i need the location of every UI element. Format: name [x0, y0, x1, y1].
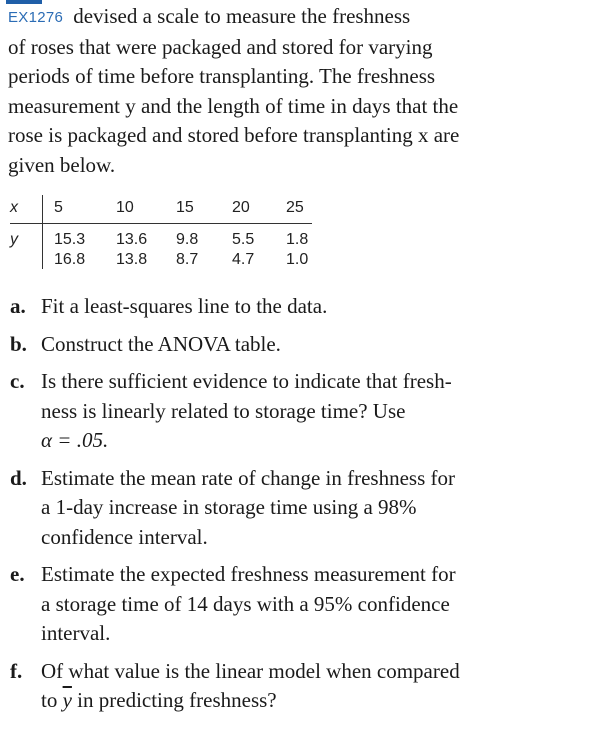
intro-line-4: measurement y and the length of time in days that the [8, 93, 459, 118]
y-bar-symbol: $\overline{y}$ [62, 688, 72, 712]
intro-line-2: of roses that were packaged and stored for varying [8, 34, 433, 59]
intro-line-1 [8, 2, 608, 33]
exercise-id: EX1276 [8, 9, 64, 26]
part-text: Construct the ANOVA table. [41, 331, 281, 356]
part-text-line [41, 686, 600, 716]
part-letter: d. [10, 465, 27, 490]
part-c [10, 367, 600, 456]
part-e [10, 560, 600, 649]
intro-line-5: rose is packaged and stored before transplanting x are [8, 123, 460, 147]
part-text-line: Estimate the expected freshness measurement for [41, 562, 456, 586]
part-text-line: Is there sufficient evidence to indicate that fresh- [41, 369, 452, 393]
alpha-value: α = .05. [41, 428, 109, 452]
part-d [10, 464, 600, 553]
y-value: 8.7 [176, 251, 199, 268]
part-letter: a. [10, 294, 26, 318]
y-value: 9.8 [176, 231, 199, 248]
part-text-line: Estimate the mean rate of change in freshness for [41, 465, 456, 490]
part-text-line: a storage time of 14 days with a 95% confidence [41, 591, 450, 616]
part-f [10, 657, 600, 716]
part-text-fragment: in predicting freshness? [77, 688, 277, 712]
x-label: x [10, 199, 18, 216]
y-value: 1.0 [286, 251, 309, 268]
part-letter: e. [10, 562, 25, 586]
part-letter: c. [10, 369, 25, 393]
y-value: 4.7 [232, 251, 255, 268]
part-letter: b. [10, 331, 27, 356]
intro-line-6: given below. [8, 152, 116, 177]
table-vertical-rule [42, 195, 43, 269]
x-value: 15 [176, 199, 194, 216]
y-value: 13.8 [116, 251, 148, 268]
x-value: 10 [116, 199, 134, 216]
exercise-intro [8, 2, 608, 180]
part-text-line: interval. [41, 621, 111, 645]
table-horizontal-rule [10, 223, 312, 224]
part-text-line: a 1-day increase in storage time using a 98% [41, 495, 417, 519]
part-text-line: ness is linearly related to storage time? Use [41, 398, 406, 423]
intro-line-3: periods of time before transplanting. The freshness [8, 64, 436, 88]
y-value: 15.3 [54, 231, 86, 248]
part-text-line: Of what value is the linear model when compared [41, 658, 460, 683]
part-text-fragment: to [41, 688, 58, 712]
y-value: 16.8 [54, 251, 86, 268]
x-value: 5 [54, 199, 63, 216]
y-value: 5.5 [232, 231, 255, 248]
intro-text-1: devised a scale to measure the freshness [73, 4, 411, 28]
part-a [10, 292, 600, 322]
y-label: y [10, 231, 18, 248]
y-value: 1.8 [286, 231, 309, 248]
part-letter: f. [10, 658, 23, 683]
x-value: 25 [286, 199, 304, 216]
y-value: 13.6 [116, 231, 148, 248]
part-b [10, 330, 600, 360]
x-value: 20 [232, 199, 250, 216]
exercise-parts [10, 292, 600, 724]
part-text-line: confidence interval. [41, 524, 208, 549]
part-text: Fit a least-squares line to the data. [41, 294, 328, 318]
